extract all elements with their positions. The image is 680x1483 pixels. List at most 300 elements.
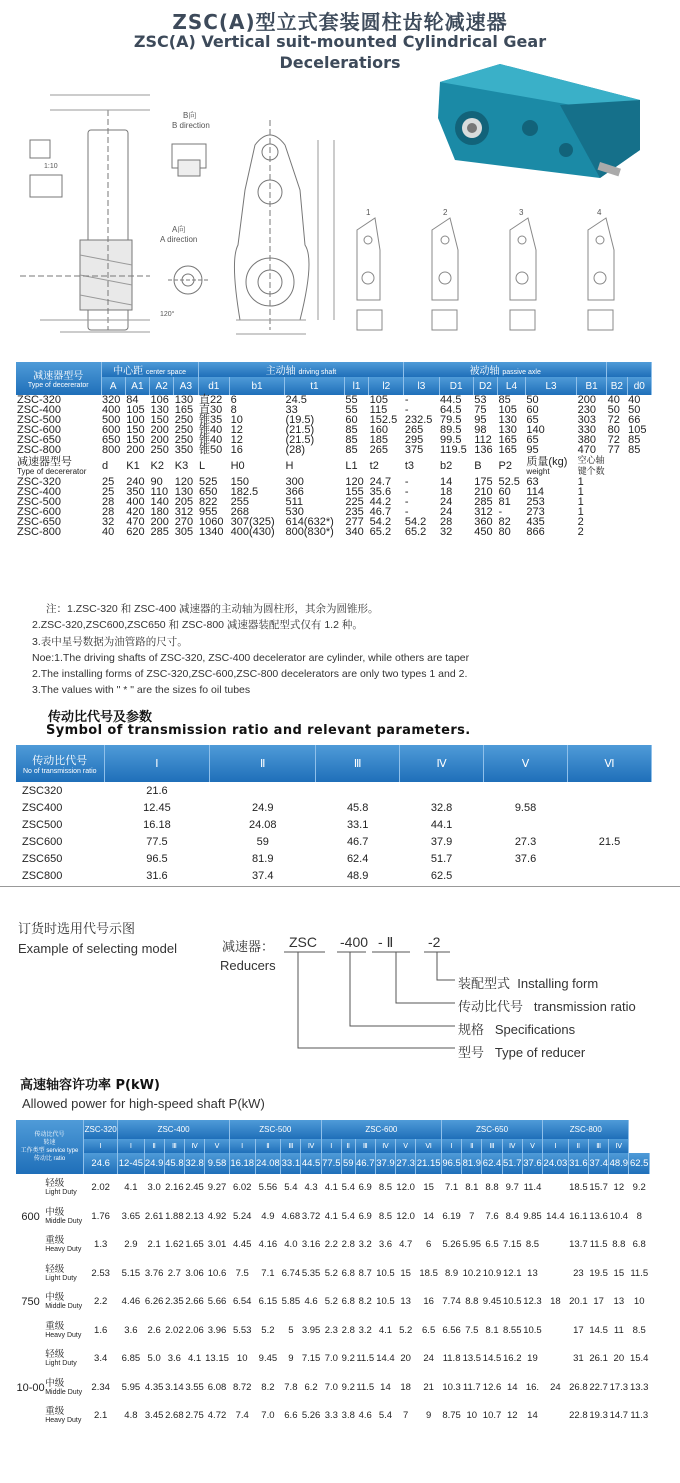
model-cell: ZSC-320 [17, 476, 62, 488]
power-cell: 6.26 [144, 1296, 164, 1308]
power-cell: 11.5 [589, 1239, 608, 1251]
code-ratio: - Ⅱ [378, 934, 394, 950]
power-cell: 2.02 [91, 1182, 110, 1194]
power-cell: 11.3 [630, 1410, 649, 1422]
power-cell: 4.1 [378, 1324, 393, 1336]
form-label: 装配型式 Installing form [458, 976, 599, 991]
power-roman-header: Ⅱ [568, 1139, 588, 1153]
table-cell: 130 [498, 414, 517, 426]
ratio-col-header: 传动比代号 No of transmission ratio [16, 745, 104, 782]
ratio-cell: 31.6 [146, 869, 168, 882]
power-ratio-header: 81.9 [462, 1153, 482, 1174]
table-cell: (19.5) [285, 414, 315, 426]
table-cell: 253 [526, 496, 545, 508]
power-cell: 3.55 [185, 1381, 204, 1393]
duty-en: Middle Duty [45, 1303, 83, 1311]
power-cell: 13 [527, 1267, 538, 1279]
power-cell: 13 [613, 1296, 625, 1308]
power-cell: 2.9 [124, 1239, 138, 1251]
table-cell: - [404, 486, 409, 498]
duty-cell [45, 1174, 83, 1203]
table-cell: 12 [230, 434, 243, 446]
power-cell: 5.35 [301, 1267, 321, 1279]
power-cell: 11.5 [356, 1381, 375, 1393]
col-header: t1 [284, 377, 344, 395]
model-cell: ZSC650 [22, 852, 63, 865]
power-cell: 8.4 [505, 1210, 519, 1222]
table-cell: 380 [577, 434, 596, 446]
table-cell: 85 [345, 434, 358, 446]
power-roman-header: Ⅳ [609, 1139, 629, 1153]
power-cell: 6.56 [442, 1324, 461, 1336]
power-roman-header: Ⅲ [482, 1139, 502, 1153]
power-cell: 2.34 [91, 1381, 110, 1393]
duty-cn: 重级 [45, 1320, 65, 1332]
ratio-title-cn: 传动比代号及参数 [48, 710, 153, 725]
col-header: A2 [150, 377, 174, 395]
power-roman-header: Ⅱ [255, 1139, 281, 1153]
table-cell: 955 [199, 506, 218, 518]
table-cell: 85 [345, 424, 358, 436]
a-direction-cn: A向 [172, 225, 186, 234]
table-cell: 152.5 [369, 414, 398, 426]
power-cell: 19.5 [589, 1267, 608, 1279]
table-cell: 24 [440, 506, 453, 518]
power-cell: 4.45 [232, 1239, 252, 1251]
table-cell: 直22 [199, 394, 223, 406]
b-direction-en: B direction [172, 121, 210, 130]
duty-cell [45, 1374, 83, 1403]
table-cell: 420 [126, 506, 145, 518]
power-cell: 8.1 [465, 1182, 479, 1194]
table-cell: 79.5 [440, 414, 462, 426]
ratio-cell: 46.7 [346, 835, 369, 848]
model-cell: ZSC-800 [17, 444, 62, 456]
col-header: A [101, 377, 125, 395]
power-cell: 10.2 [462, 1267, 482, 1279]
col-group-driving: 主动轴 driving shaft [198, 362, 404, 377]
power-ratio-header: 12-45 [118, 1153, 144, 1174]
power-cell: 6.5 [422, 1324, 436, 1336]
power-cell: 3.95 [301, 1324, 321, 1336]
power-cell: 1.88 [165, 1210, 184, 1222]
page-title-en-line1: ZSC(A) Vertical suit-mounted Cylindrical Gear [133, 32, 547, 51]
power-cell: 7.0 [261, 1410, 275, 1422]
power-cell: 13 [400, 1296, 411, 1308]
power-cell: 9 [288, 1353, 294, 1365]
duty-cn: 轻级 [45, 1178, 65, 1190]
table-cell: 866 [526, 526, 545, 538]
table-cell: (21.5) [285, 434, 315, 446]
power-cell: 6.9 [358, 1182, 372, 1194]
spec-label: 规格 Specifications [458, 1022, 576, 1037]
power-cell: 8.2 [358, 1296, 372, 1308]
power-cell: 19.3 [589, 1410, 608, 1422]
power-cell: 21 [423, 1381, 434, 1393]
table-cell: 307(325) [230, 516, 275, 528]
power-cell: 8.75 [442, 1410, 461, 1422]
power-cell: 7.15 [301, 1353, 321, 1365]
ratio-col-header: Ⅵ [568, 745, 652, 782]
power-cell: 16.2 [503, 1353, 522, 1365]
col-header: B2 [607, 377, 628, 395]
table-cell: 81 [498, 496, 511, 508]
table-cell: 360 [474, 516, 493, 528]
power-cell: 20 [613, 1353, 625, 1365]
table-cell: 340 [345, 526, 364, 538]
table-cell: 200 [150, 424, 169, 436]
table-cell: 366 [285, 486, 304, 498]
power-cell: 13.3 [629, 1381, 649, 1393]
sub-col-header: t3 [404, 459, 415, 472]
power-cell: 14.5 [482, 1353, 502, 1365]
power-cell: 11.7 [462, 1381, 481, 1393]
power-cell: 7.1 [261, 1267, 275, 1279]
table-cell: 65.2 [369, 526, 392, 538]
power-ratio-header: 21.15 [416, 1153, 442, 1174]
col-group-center: 中心距 center space [101, 362, 198, 377]
table-cell: 115 [369, 404, 388, 416]
power-row [16, 1317, 650, 1346]
sub-col-header: K1 [126, 459, 140, 472]
power-cell: 5.56 [258, 1182, 278, 1194]
power-ratio-header: 44.5 [301, 1153, 321, 1174]
table-cell: - [404, 404, 409, 416]
table-cell: 锥35 [199, 414, 223, 426]
table-cell: - [404, 394, 409, 406]
ratio-title-en: Symbol of transmission ratio and relevant parameters. [46, 723, 471, 738]
power-roman-header: Ⅲ [281, 1139, 301, 1153]
power-ratio-header: 16.18 [229, 1153, 255, 1174]
duty-en: Light Duty [45, 1360, 77, 1368]
power-cell: 9 [425, 1410, 432, 1422]
power-row [16, 1203, 650, 1232]
power-cell: 2.2 [94, 1296, 108, 1308]
power-cell: 1.65 [185, 1239, 204, 1251]
power-cell: 4.72 [207, 1410, 227, 1422]
power-cell: 5.95 [121, 1381, 141, 1393]
power-ratio-header: 9.58 [205, 1153, 230, 1174]
table-cell: 620 [126, 526, 145, 538]
table-cell: 435 [526, 516, 545, 528]
power-cell: 3.6 [167, 1353, 181, 1365]
power-cell: 2.7 [167, 1267, 181, 1279]
power-cell: 2.8 [341, 1324, 355, 1336]
col-header: l3 [404, 377, 439, 395]
power-cell: 9.45 [482, 1296, 502, 1308]
power-cell: 6.02 [232, 1182, 252, 1194]
table-cell: 150 [126, 424, 145, 436]
power-cell: 11 [613, 1324, 624, 1336]
power-roman-header: Ⅱ [341, 1139, 355, 1153]
table-cell: 470 [577, 444, 596, 456]
power-cell: 15.4 [629, 1353, 649, 1365]
sub-col-header: t2 [369, 459, 379, 472]
ratio-cell: 96.5 [146, 852, 168, 865]
sub-col-header: L1 [345, 459, 358, 472]
table-cell: 直30 [199, 404, 223, 416]
table-cell: 130 [150, 404, 169, 416]
table-cell: 锥40 [199, 424, 223, 436]
col-header: D2 [473, 377, 497, 395]
power-cell: 3.3 [324, 1410, 338, 1422]
table-cell: 277 [345, 516, 364, 528]
duty-cell [45, 1203, 83, 1232]
col-header: D1 [439, 377, 473, 395]
table-cell: 350 [174, 444, 194, 456]
power-row [16, 1374, 650, 1403]
table-cell: 130 [498, 424, 517, 436]
power-roman-header: Ⅰ [543, 1139, 569, 1153]
power-ratio-header: 24.9 [144, 1153, 164, 1174]
power-cell: 7.0 [324, 1381, 338, 1393]
sub-col-weight-en: weight [526, 466, 550, 476]
table-cell: 312 [474, 506, 493, 518]
power-cell: 3.72 [301, 1210, 321, 1222]
power-cell: 3.8 [341, 1410, 355, 1422]
table-cell: - [404, 496, 409, 508]
power-cell: 3.01 [207, 1239, 227, 1251]
ratio-cell: 16.18 [143, 818, 171, 831]
table-cell: 10 [230, 414, 243, 426]
power-cell: 17 [573, 1324, 584, 1336]
table-cell: (28) [285, 444, 306, 456]
table-cell: 89.5 [440, 424, 462, 436]
table-cell: 650 [102, 434, 121, 446]
power-cell: 2.2 [324, 1239, 338, 1251]
sub-col-header: d [102, 459, 109, 472]
table-cell: 33 [285, 404, 298, 416]
table-cell: 25 [102, 486, 115, 498]
power-cell: 18.5 [419, 1267, 438, 1279]
power-cell: 4.68 [281, 1210, 301, 1222]
power-cell: 20.1 [569, 1296, 588, 1308]
example-title-en: Example of selecting model [18, 941, 177, 956]
table-cell: - [404, 506, 409, 518]
duty-cell [45, 1231, 83, 1260]
table-cell: 28 [440, 516, 453, 528]
col-group-passive: 被动轴 passive axle [404, 362, 607, 377]
ratio-cell: 62.4 [346, 852, 369, 865]
ratio-cell: 24.08 [249, 818, 277, 831]
duty-en: Light Duty [45, 1189, 77, 1197]
power-ratio-header: 46.7 [355, 1153, 375, 1174]
power-cell: 7.5 [235, 1267, 249, 1279]
power-cell: 8.5 [525, 1239, 540, 1251]
sub-col-keys: 空心轴键个数 [577, 455, 605, 476]
table-cell: 80 [607, 424, 620, 436]
ratio-cell: 77.5 [146, 835, 168, 848]
table-cell: 200 [150, 434, 169, 446]
table-cell: 400(430) [230, 526, 275, 538]
power-cell: 22.8 [569, 1410, 588, 1422]
power-row [16, 1260, 650, 1289]
power-ratio-header: 24.6 [84, 1153, 118, 1174]
power-cell: 1.6 [94, 1324, 108, 1336]
power-cell: 7.4 [235, 1410, 249, 1422]
power-cell: 14.5 [589, 1324, 608, 1336]
table-cell: 1 [577, 486, 584, 498]
example-title-cn: 订货时选用代号示图 [18, 921, 136, 936]
power-cell: 3.06 [185, 1267, 204, 1279]
table-cell: 72 [607, 434, 620, 446]
power-cell: 2.45 [185, 1182, 204, 1194]
power-cell: 2.66 [185, 1296, 204, 1308]
power-row [16, 1402, 650, 1431]
power-cell: 2.16 [165, 1182, 184, 1194]
power-cell: 3.6 [124, 1324, 138, 1336]
type-label: 型号 Type of reducer [458, 1045, 586, 1060]
ratio-cell: 81.9 [252, 852, 274, 865]
table-cell: 100 [126, 414, 145, 426]
col-header: d0 [627, 377, 651, 395]
power-cell: 23 [573, 1267, 584, 1279]
power-cell: 8.1 [485, 1324, 499, 1336]
power-cell: 14.7 [609, 1410, 629, 1422]
table-cell: 95 [526, 444, 539, 456]
power-cell: 15 [423, 1182, 434, 1194]
rpm-cell: 600 [21, 1210, 40, 1223]
code-size: -400 [340, 934, 369, 950]
power-cell: 3.76 [144, 1267, 164, 1279]
power-cell: 13.5 [462, 1353, 482, 1365]
b-direction-cn: B向 [183, 111, 197, 120]
table-cell: 106 [150, 394, 169, 406]
power-cell: 15.7 [589, 1182, 608, 1194]
form-3-label: 3 [519, 208, 524, 217]
col-header: d1 [198, 377, 230, 395]
power-roman-header: Ⅱ [462, 1139, 482, 1153]
power-cell: 2.1 [94, 1410, 108, 1422]
power-model-header: ZSC-600 [321, 1120, 441, 1139]
power-cell [543, 1402, 569, 1431]
power-cell: 9.85 [523, 1210, 542, 1222]
power-cell: 3.2 [358, 1324, 372, 1336]
power-ratio-header: 31.6 [568, 1153, 588, 1174]
model-cell: ZSC320 [22, 784, 63, 797]
sub-col-header: H [285, 459, 294, 472]
table-cell: 511 [285, 496, 303, 508]
power-cell: 6.08 [207, 1381, 227, 1393]
a-direction-en: A direction [160, 235, 198, 244]
power-cell: 26.8 [569, 1381, 588, 1393]
power-cell: 6.74 [281, 1267, 301, 1279]
sub-col-header: L [199, 459, 206, 472]
table-cell: 265 [404, 424, 424, 436]
power-roman-header: Ⅴ [396, 1139, 416, 1153]
power-cell: 8.7 [358, 1267, 372, 1279]
power-cell [543, 1345, 569, 1374]
form-2-label: 2 [443, 208, 448, 217]
table-cell: 98 [474, 424, 487, 436]
table-cell: 470 [126, 516, 145, 528]
power-roman-header: Ⅱ [144, 1139, 164, 1153]
table-cell: 105 [628, 424, 647, 436]
table-cell: 400 [126, 496, 145, 508]
power-title-en: Allowed power for high-speed shaft P(kW) [22, 1096, 265, 1111]
model-cell: ZSC-600 [17, 506, 62, 518]
duty-cn: 中级 [45, 1206, 65, 1218]
power-cell: 6.8 [341, 1267, 355, 1279]
table-cell: 255 [230, 496, 249, 508]
power-ratio-header: 24.03 [543, 1153, 569, 1174]
table-cell: 1 [577, 506, 584, 518]
power-cell: 10 [466, 1410, 478, 1422]
sub-col-header: K3 [174, 459, 189, 472]
power-cell: 10.4 [609, 1210, 629, 1222]
table-cell: 250 [150, 444, 169, 456]
duty-en: Heavy Duty [45, 1417, 82, 1425]
power-cell: 8.9 [444, 1267, 459, 1279]
table-cell: 350 [126, 486, 145, 498]
ratio-cell: 9.58 [514, 801, 537, 814]
sub-col-type-en: Type of decererator [17, 466, 87, 476]
table-cell: 330 [577, 424, 596, 436]
power-cell [543, 1231, 569, 1260]
table-cell: 54.2 [369, 516, 392, 528]
table-cell: 185 [369, 434, 389, 446]
table-cell: 240 [126, 476, 145, 488]
power-cell: 8.2 [261, 1381, 275, 1393]
power-cell: 14.4 [376, 1353, 395, 1365]
table-cell: 18 [440, 486, 453, 498]
col-header: L4 [498, 377, 526, 395]
power-cell: 4.6 [358, 1410, 372, 1422]
table-cell: 150 [150, 414, 169, 426]
table-cell: 60 [526, 404, 539, 416]
power-cell: 12.0 [396, 1210, 415, 1222]
power-cell: 6.54 [232, 1296, 252, 1308]
table-cell: 320 [102, 394, 121, 406]
power-cell: 6.15 [258, 1296, 278, 1308]
table-cell: 155 [345, 486, 364, 498]
power-cell: 9.7 [505, 1182, 519, 1194]
table-cell: 50 [526, 394, 539, 406]
power-cell: 4.1 [187, 1353, 202, 1365]
table-cell: 锥40 [199, 434, 223, 446]
table-cell: 53 [474, 394, 487, 406]
table-cell: 6 [230, 394, 237, 406]
table-cell: 65 [526, 414, 539, 426]
table-cell: 295 [404, 434, 424, 446]
power-cell: 7.74 [442, 1296, 461, 1308]
model-cell: ZSC600 [22, 835, 63, 848]
duty-cell [45, 1288, 83, 1317]
power-cell: 14 [380, 1381, 391, 1393]
table-cell: 200 [126, 444, 145, 456]
table-cell: 99.5 [440, 434, 462, 446]
table-cell: 285 [150, 526, 169, 538]
power-cell: 16. [525, 1381, 540, 1393]
model-cell: ZSC-400 [17, 404, 62, 416]
table-cell: 40 [628, 394, 641, 406]
table-cell: 140 [150, 496, 169, 508]
power-cell: 1.76 [91, 1210, 110, 1222]
duty-cn: 轻级 [45, 1349, 65, 1361]
ratio-col-header: Ⅲ [316, 745, 400, 782]
table-cell: 230 [577, 404, 596, 416]
power-cell: 10.5 [523, 1324, 542, 1336]
ratio-cell: 48.9 [346, 869, 369, 882]
model-cell: ZSC800 [22, 869, 63, 882]
power-model-header: ZSC-800 [543, 1120, 629, 1139]
power-roman-header: Ⅰ [441, 1139, 461, 1153]
col-header: A1 [125, 377, 149, 395]
power-cell: 15 [613, 1267, 625, 1279]
power-cell: 4.8 [124, 1410, 138, 1422]
ratio-cell: 24.9 [252, 801, 274, 814]
angle-label: 120° [160, 311, 175, 318]
